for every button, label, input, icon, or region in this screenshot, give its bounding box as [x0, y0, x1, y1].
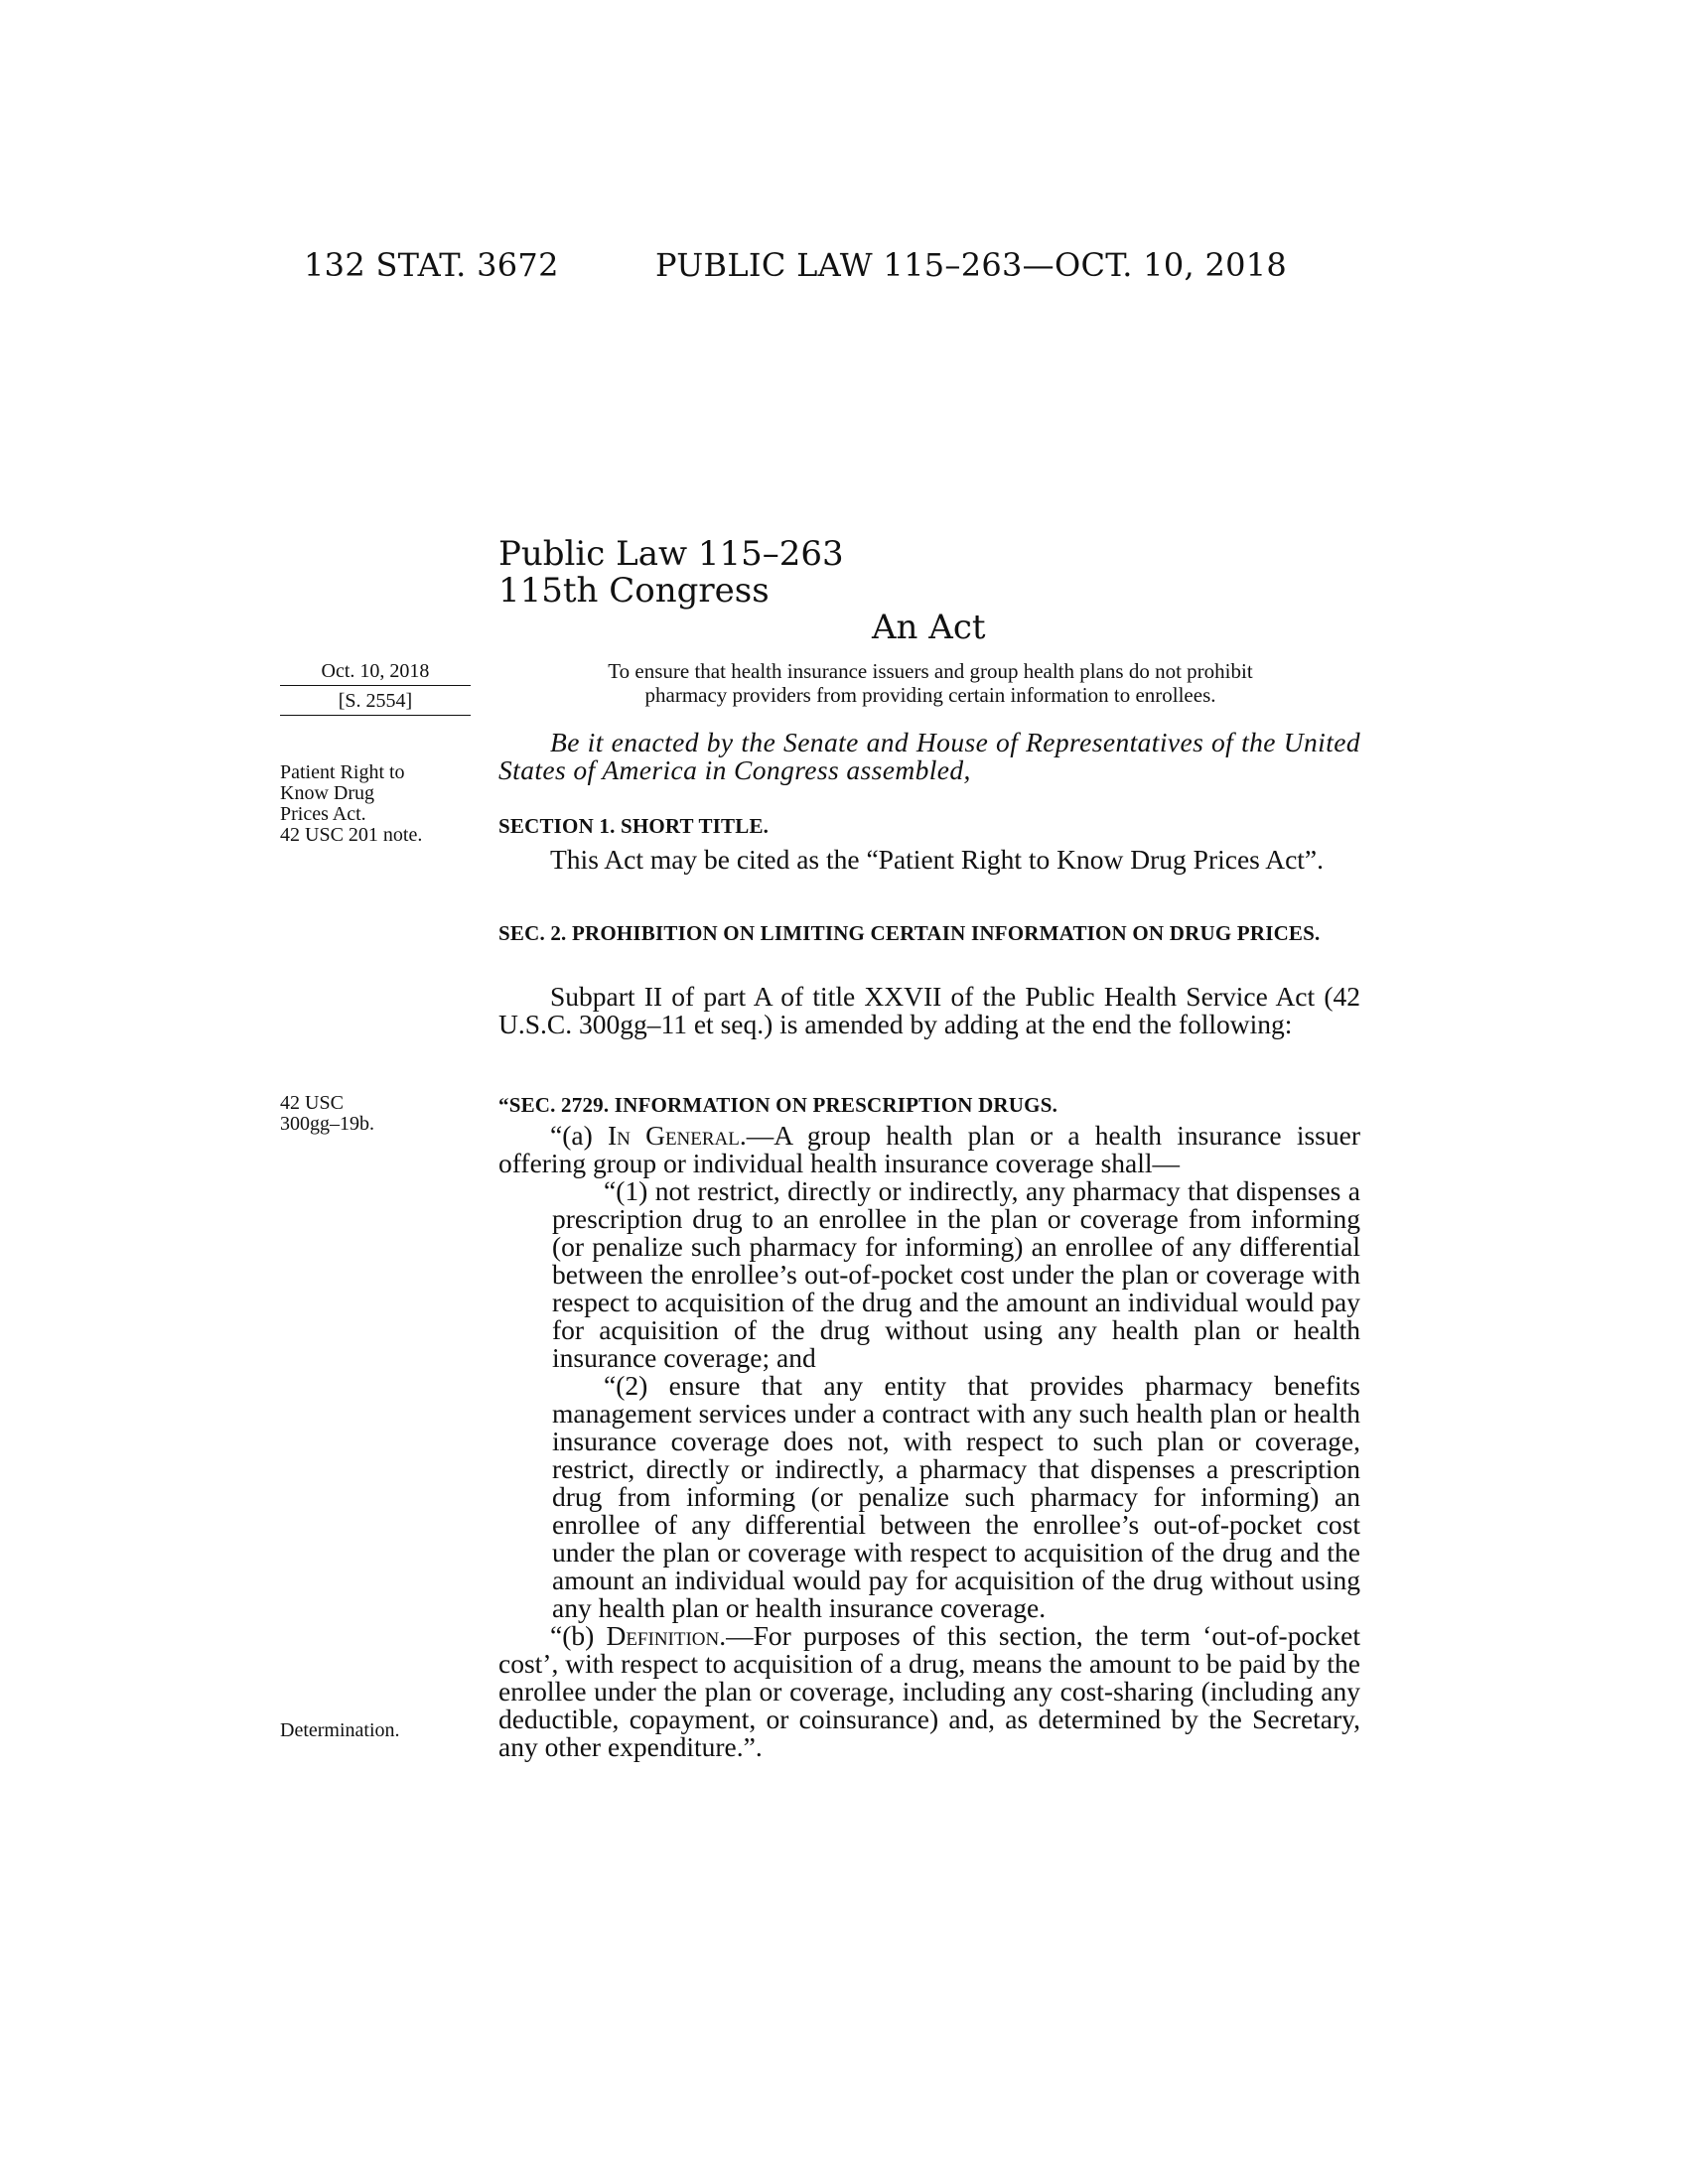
law-number: Public Law 115–263: [498, 534, 844, 574]
margin-note-line: 42 USC 201 note.: [280, 824, 423, 846]
subsection-b: [498, 1622, 1360, 1761]
section-1-heading: SECTION 1. SHORT TITLE.: [498, 814, 770, 838]
paragraph-2: “(2) ensure that any entity that provides pharmacy benefits management services under a contract with any such health plan or health insurance coverage does not, with respect to such plan or coverage, restrict, directly or indirectly, a pharmacy that dispenses a prescription drug from informing (or penalize such pharmacy for informing) an enrollee of any differential between the enrollee’s out-of-pocket cost under the plan or coverage with respect to acquisition of the drug and the amount an individual would pay for acquisition of the drug without using any health plan or health insurance coverage.: [552, 1370, 1360, 1623]
congress: 115th Congress: [498, 571, 770, 611]
section-2-heading: SEC. 2. PROHIBITION ON LIMITING CERTAIN INFORMATION ON DRUG PRICES.: [498, 921, 1321, 945]
running-head-law-date: PUBLIC LAW 115–263—OCT. 10, 2018: [655, 246, 1288, 284]
margin-note-line: 42 USC: [280, 1092, 344, 1114]
margin-note-date: Oct. 10, 2018: [280, 661, 471, 686]
section-2729-heading: “SEC. 2729. INFORMATION ON PRESCRIPTION DRUGS.: [498, 1093, 1058, 1117]
margin-note-short-title: [280, 762, 422, 846]
margin-note-line: Patient Right to: [280, 761, 405, 783]
running-head-stat: 132 STAT. 3672: [304, 246, 559, 284]
subsection-a: [498, 1122, 1360, 1177]
purpose-line: To ensure that health insurance issuers and group health plans do not prohibit: [608, 659, 1253, 683]
subsection-b-lead: “(b): [550, 1620, 607, 1651]
section-2-text: Subpart II of part A of title XXVII of the Public Health Service Act (42 U.S.C. 300gg–11 et seq.) is amended by adding at the end the following:: [498, 981, 1360, 1039]
paragraph-1: “(1) not restrict, directly or indirectly, any pharmacy that dispenses a prescription drug to an enrollee in the plan or coverage from informing (or penalize such pharmacy for informing) an enrollee of any differential between the enrollee’s out-of-pocket cost under the plan or coverage with respect to acquisition of the drug and the amount an individual would pay for acquisition of the drug without using any health plan or health insurance coverage; and: [552, 1175, 1360, 1373]
margin-note-usc: [280, 1093, 374, 1135]
margin-note-line: 300gg–19b.: [280, 1113, 374, 1135]
margin-note-line: Know Drug: [280, 782, 374, 804]
margin-note-determination: Determination.: [280, 1719, 400, 1741]
subsection-b-caption: Definition: [606, 1620, 720, 1651]
subsection-a-text: .—A group health plan or a health insurance issuer offering group or individual health insurance coverage shall—: [498, 1120, 1360, 1178]
enacting-clause: Be it enacted by the Senate and House of Representatives of the United States of America in Congress assembled,: [498, 727, 1360, 785]
subsection-b-text: .—For purposes of this section, the term ‘out-of-pocket cost’, with respect to acquisition of a drug, means the amount to be paid by the enrollee under the plan or coverage, including any cost-sharing (including any deductible, copayment, or coinsurance) and, as determined by the Secretary, any other expenditure.”.: [498, 1620, 1360, 1762]
purpose-line: pharmacy providers from providing certain information to enrollees.: [644, 683, 1216, 707]
section-2729-body: [498, 1122, 1360, 1761]
subsection-a-lead: “(a): [550, 1120, 608, 1151]
subsection-a-caption: In General: [607, 1120, 740, 1151]
an-act-heading: An Act: [872, 608, 986, 647]
margin-note-bill: [S. 2554]: [280, 691, 471, 716]
act-purpose: [498, 659, 1362, 707]
section-1-text: This Act may be cited as the “Patient Right to Know Drug Prices Act”.: [550, 844, 1325, 875]
margin-note-line: Prices Act.: [280, 803, 366, 825]
